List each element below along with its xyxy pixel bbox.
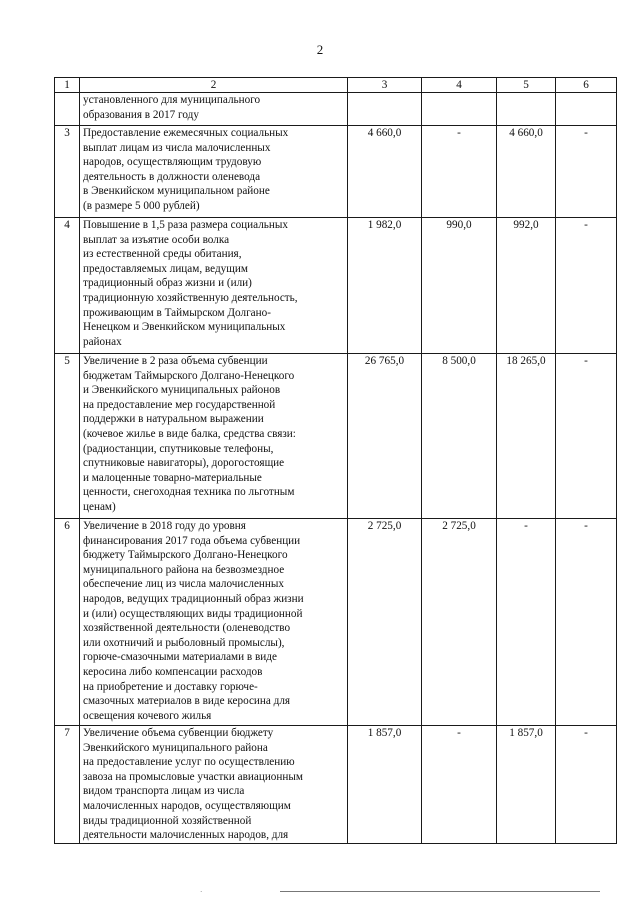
cell-col4: 2 725,0 [422, 519, 497, 726]
table-row [55, 354, 617, 519]
column-header-row [55, 78, 617, 93]
cell-col5: 992,0 [497, 218, 556, 354]
row-description: установленного для муниципального образования в 2017 году [80, 93, 348, 126]
row-number: 6 [55, 519, 80, 726]
row-description: Увеличение в 2018 году до уровня финансирования 2017 года объема субвенции бюджету Таймырского Долгано-Ненецкого муниципального района на безвозмездное обеспечение лиц из числа малочисленных народов, ведущих традиционный образ жизни и (или) осуществляющих виды традиционной хозяйственной деятельности (оленеводство или охотничий и рыболовный промыслы), горюче-смазочными материалами в виде керосина либо компенсации расходов на приобретение и доставку горюче- смазочных материалов в виде керосина для освещения кочевого жилья [80, 519, 348, 726]
table-row [55, 726, 617, 844]
table-row [55, 93, 617, 126]
scan-mark: · [200, 888, 203, 896]
cell-col4: 990,0 [422, 218, 497, 354]
cell-col6: - [556, 218, 617, 354]
column-header: 6 [556, 78, 617, 93]
column-header: 5 [497, 78, 556, 93]
column-header: 3 [348, 78, 422, 93]
cell-col6: - [556, 726, 617, 844]
row-number: 4 [55, 218, 80, 354]
row-description: Предоставление ежемесячных социальных выплат лицам из числа малочисленных народов, осуществляющим трудовую деятельность в должности оленевода в Эвенкийском муниципальном районе (в размере 5 000 рублей) [80, 126, 348, 218]
cell-col4: - [422, 726, 497, 844]
table-row [55, 126, 617, 218]
cell-col5: 18 265,0 [497, 354, 556, 519]
row-description: Увеличение объема субвенции бюджету Эвенкийского муниципального района на предоставление услуг по осуществлению завоза на промысловые участки авиационным видом транспорта лицам из числа малочисленных народов, осуществляющим виды традиционной хозяйственной деятельности малочисленных народов, для [80, 726, 348, 844]
cell-col6: - [556, 354, 617, 519]
cell-col4: - [422, 126, 497, 218]
row-number: 5 [55, 354, 80, 519]
budget-table [54, 77, 617, 844]
column-header: 2 [80, 78, 348, 93]
cell-col3: 26 765,0 [348, 354, 422, 519]
cell-col3: 2 725,0 [348, 519, 422, 726]
cell-col4 [422, 93, 497, 126]
row-number: 7 [55, 726, 80, 844]
column-header: 4 [422, 78, 497, 93]
cell-col5: - [497, 519, 556, 726]
row-number [55, 93, 80, 126]
table-row [55, 519, 617, 726]
cell-col3: 1 857,0 [348, 726, 422, 844]
cell-col3 [348, 93, 422, 126]
cell-col5 [497, 93, 556, 126]
row-description: Увеличение в 2 раза объема субвенции бюджетам Таймырского Долгано-Ненецкого и Эвенкийского муниципальных районов на предоставление мер государственной поддержки в натуральном выражении (кочевое жилье в виде балка, средства связи: (радиостанции, спутниковые телефоны, спутниковые навигаторы), дорогостоящие и малоценные товарно-материальные ценности, снегоходная техника по льготным ценам) [80, 354, 348, 519]
cell-col6: - [556, 126, 617, 218]
cell-col3: 1 982,0 [348, 218, 422, 354]
cell-col5: 1 857,0 [497, 726, 556, 844]
cell-col3: 4 660,0 [348, 126, 422, 218]
cell-col6 [556, 93, 617, 126]
page-number: 2 [316, 42, 324, 57]
cell-col5: 4 660,0 [497, 126, 556, 218]
table-body [55, 78, 617, 844]
table-row [55, 218, 617, 354]
column-header: 1 [55, 78, 80, 93]
cell-col6: - [556, 519, 617, 726]
cell-col4: 8 500,0 [422, 354, 497, 519]
row-description: Повышение в 1,5 раза размера социальных выплат за изъятие особи волка из естественной среды обитания, предоставляемых лицам, ведущим традиционный образ жизни и (или) традиционную хозяйственную деятельность, проживающим в Таймырском Долгано- Ненецком и Эвенкийском муниципальных районах [80, 218, 348, 354]
footer-rule [280, 891, 600, 892]
row-number: 3 [55, 126, 80, 218]
